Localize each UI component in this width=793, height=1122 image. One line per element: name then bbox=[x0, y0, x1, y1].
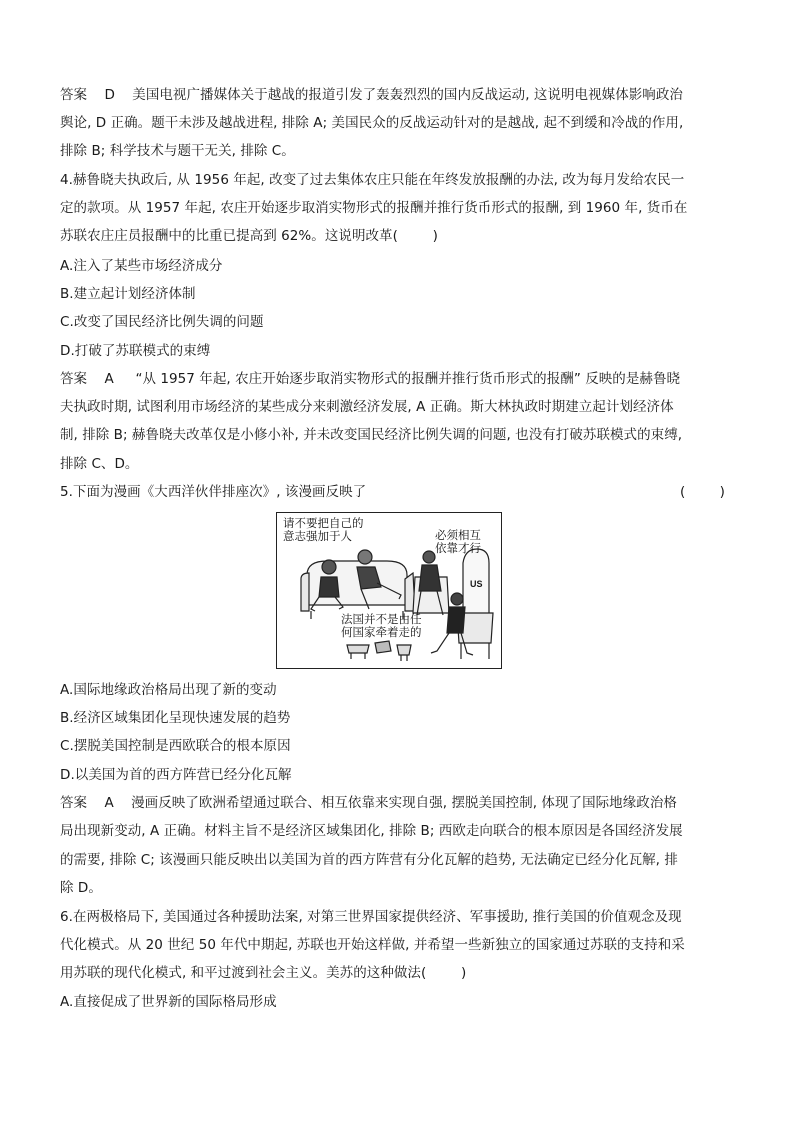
text-line: 定的款项。从 1957 年起, 农庄开始逐步取消实物形式的报酬并推行货币形式的报酬, 到 1960 年, 货币在 bbox=[60, 200, 688, 216]
text-line: C.摆脱美国控制是西欧联合的根本原因 bbox=[60, 738, 291, 754]
text-line: 夫执政时期, 试图利用市场经济的某些成分来刺激经济发展, A 正确。斯大林执政时期建立起计划经济体 bbox=[60, 399, 674, 415]
text-line: D.打破了苏联模式的束缚 bbox=[60, 343, 211, 359]
text-line: 局出现新变动, A 正确。材料主旨不是经济区域集团化, 排除 B; 西欧走向联合的根本原因是各国经济发展 bbox=[60, 823, 683, 839]
text-line: 除 D。 bbox=[60, 880, 102, 896]
text-line: 舆论, D 正确。题干未涉及越战进程, 排除 A; 美国民众的反战运动针对的是越战, 起不到缓和冷战的作用, bbox=[60, 115, 684, 131]
text-line: 排除 B; 科学技术与题干无关, 排除 C。 bbox=[60, 143, 295, 159]
us-chair-label: US bbox=[470, 579, 483, 589]
text-line: A.注入了某些市场经济成分 bbox=[60, 258, 223, 274]
text-line: 排除 C、D。 bbox=[60, 456, 139, 472]
text-line: C.改变了国民经济比例失调的问题 bbox=[60, 314, 264, 330]
text-line: 5.下面为漫画《大西洋伙伴排座次》, 该漫画反映了 bbox=[60, 484, 367, 500]
text-line: 6.在两极格局下, 美国通过各种援助法案, 对第三世界国家提供经济、军事援助, 推行美国的价值观念及现 bbox=[60, 909, 682, 925]
text-line: B.经济区域集团化呈现快速发展的趋势 bbox=[60, 710, 291, 726]
cartoon-atlantic-partners bbox=[276, 512, 502, 669]
text-line: 用苏联的现代化模式, 和平过渡到社会主义。美苏的这种做法( ) bbox=[60, 965, 467, 981]
text-line: 答案 A 漫画反映了欧洲希望通过联合、相互依靠来实现自强, 摆脱美国控制, 体现了国际地缘政治格 bbox=[60, 795, 677, 811]
text-line: 制, 排除 B; 赫鲁晓夫改革仅是小修小补, 并未改变国民经济比例失调的问题, 也没有打破苏联模式的束缚, bbox=[60, 427, 683, 443]
text-line: 答案 A “从 1957 年起, 农庄开始逐步取消实物形式的报酬并推行货币形式的报酬” 反映的是赫鲁晓 bbox=[60, 371, 681, 387]
cartoon-caption-right: 必须相互 依靠才行 bbox=[435, 528, 481, 555]
cartoon-caption-left: 请不要把自己的 意志强加于人 bbox=[283, 516, 364, 543]
text-line: 4.赫鲁晓夫执政后, 从 1956 年起, 改变了过去集体农庄只能在年终发放报酬的办法, 改为每月发给农民一 bbox=[60, 172, 685, 188]
text-line: B.建立起计划经济体制 bbox=[60, 286, 196, 302]
cartoon-caption-bottom: 法国并不是由任 何国家牵着走的 bbox=[341, 612, 422, 639]
text-line: 苏联农庄庄员报酬中的比重已提高到 62%。这说明改革( ) bbox=[60, 228, 438, 244]
text-line: D.以美国为首的西方阵营已经分化瓦解 bbox=[60, 767, 292, 783]
text-line: 的需要, 排除 C; 该漫画只能反映出以美国为首的西方阵营有分化瓦解的趋势, 无法确定已经分化瓦解, 排 bbox=[60, 852, 678, 868]
question-5-answer-bracket: ( ) bbox=[680, 484, 725, 500]
text-line: A.直接促成了世界新的国际格局形成 bbox=[60, 994, 277, 1010]
text-line: 代化模式。从 20 世纪 50 年代中期起, 苏联也开始这样做, 并希望一些新独立的国家通过苏联的支持和采 bbox=[60, 937, 685, 953]
text-line: 答案 D 美国电视广播媒体关于越战的报道引发了轰轰烈烈的国内反战运动, 这说明电视媒体影响政治 bbox=[60, 87, 683, 103]
text-line: A.国际地缘政治格局出现了新的变动 bbox=[60, 682, 277, 698]
